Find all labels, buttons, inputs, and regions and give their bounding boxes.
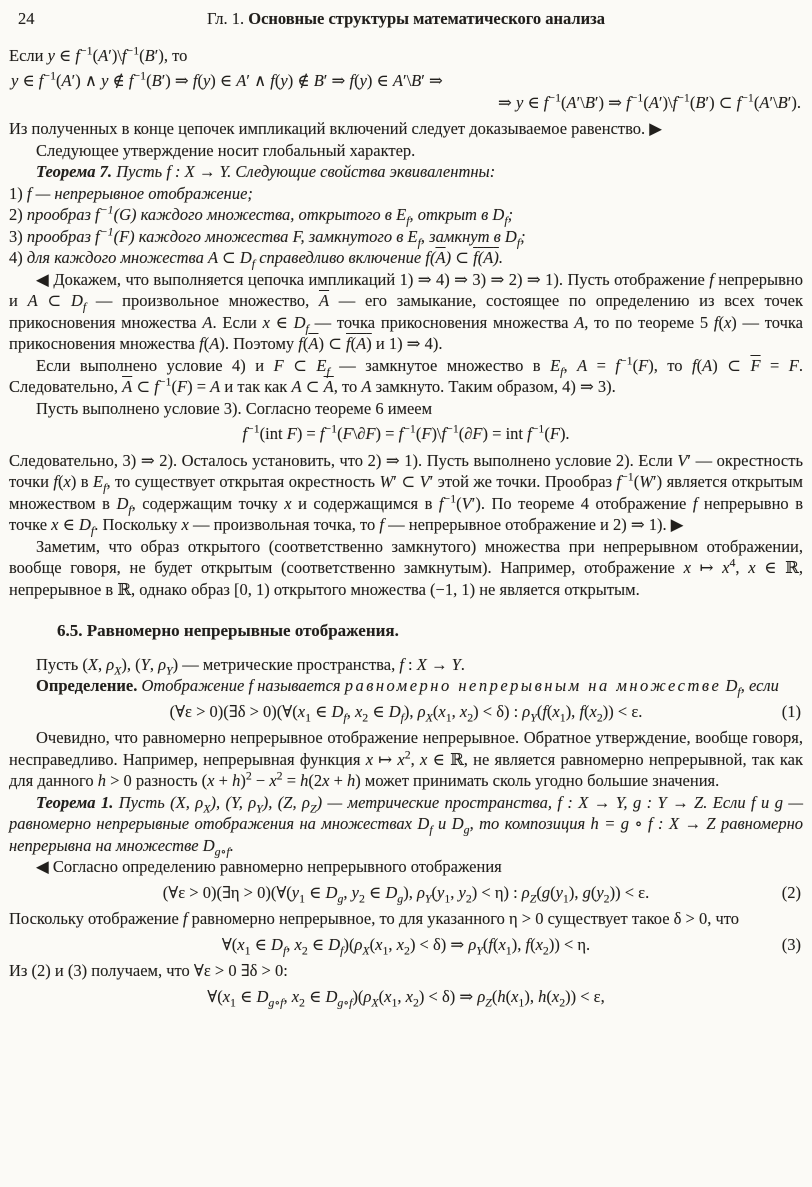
running-title — [207, 9, 605, 28]
equation-2-body: (∀ε > 0)(∃η > $0)(\forall(y_1$ ∈ $D_g$, $y_2$ ∈ $D_g$), $\rho_Y(y_1$, $y_2) < \eta$) : $\rho_Z(g(y_1)$, $g(y_2)) < \varepsilon$. — [162, 882, 650, 905]
chapter-prefix: Гл. 1. — [206, 9, 245, 28]
equation-2 — [9, 882, 803, 904]
proof-7-paragraph-1: ◀ Докажем, что выполняется цепочка импликаций 1) ⇒ 4) ⇒ 3) ⇒ 2) ⇒ 1). Пусть отображение f непрерывно и A ⊂ $D_f$ — произвольное множество, $\overline{A}$ — его замыкание, состоящее по определению из всех точек прикосновения множества A. Если x ∈ $D_f$ — точка прикосновения множества A, то по теореме 5 f(x) — точка прикосновения множества f(A). Поэтому $f(\overline{A})$ ⊂ f(A) и 1) ⇒ 4). — [9, 269, 804, 353]
equation-1-body: (∀ε > 0)(∃δ > $0)(\forall(x_1$ ∈ $D_f$, $x_2$ ∈ $D_f$), $\rho_X(x_1$, $x_2) < \delta$) : $\rho_Y(f(x_1)$, $f(x_2)) < \varepsilon$. — [169, 701, 643, 724]
proof-1-from-2-3: Из (2) и (3) получаем, что ∀ε > 0 ∃δ > 0: — [9, 961, 288, 980]
theorem-1 — [9, 792, 803, 857]
display-equation-final — [9, 986, 803, 1008]
equation-body: $f^{-1}(int$ $F) = f^{-1}(F\backslash\partial F)$ = $f^{-1}(F)\backslash f^{-1}(\partial F)$ = int $f^{-1}(F)$. — [242, 421, 570, 443]
theorem-1-label: Теорема 1. — [36, 792, 114, 812]
proof-7-paragraph-4: Следовательно, 3) ⇒ 2). Осталось установить, что 2) ⇒ 1). Пусть выполнено условие 2). Если V′ — окрестность точки f(x) в $E_f$, то существует открытая окрестность W′ ⊂ V′ этой же точки. Прообраз $f^{-1}(W')$ является открытым множеством в $D_f$, содержащим точку x и содержащимся в $f^{-1}(V')$. По теореме 4 отображение f непрерывно в точке x ∈ $D_f$. Поскольку x — произвольная точка, то f — непрерывное отображение и 2) ⇒ 1). ▶ — [9, 450, 803, 538]
proof-end-line: Из полученных в конце цепочек импликаций включений следует доказываемое равенство. ▶ — [9, 119, 662, 138]
display-equation-inclusion-chain — [9, 70, 803, 113]
equation-1 — [9, 701, 803, 723]
theorem-7-item-1: 1) f — непрерывное отображение; — [9, 183, 253, 203]
running-header — [9, 8, 803, 30]
display-equation-interior — [9, 423, 803, 445]
chapter-title: Основные структуры математического анализа — [248, 9, 606, 28]
equation-3 — [9, 934, 803, 956]
theorem-7-label: Теорема 7. — [36, 162, 113, 181]
proof-7-paragraph-2: Если выполнено условие 4) и F ⊂ $E_f$ — замкнутое множество в $E_f$, $A = f^{-1}(F)$, то f(A) ⊂ $\overline{F} = F$. Следовательно, $\overline{A}$ ⊂ $f^{-1}(F) = A$ и так как A ⊂ $\overline{A}$, то A замкнуто. Таким образом, 4) ⇒ 3). — [9, 353, 803, 396]
theorem-7 — [9, 161, 803, 183]
definition-label: Определение. — [36, 676, 138, 695]
definition — [9, 675, 803, 697]
equation-1-number: (1) — [781, 701, 801, 721]
equation-body: $\forall(x_1$ ∈ $D_{g\circ f}$, $x_2$ ∈ $D_{g\circ f})(\rho_X(x_1$, $x_2) < \delta$) ⇒ $\rho_Z(h(x_1)$, $h(x_2)) < \varepsilon$, — [207, 986, 605, 1009]
metric-spaces-line: Пусть (X, $\rho_X$), (Y, $\rho_Y$) — метрические пространства, f : X → Y. — [36, 654, 465, 677]
theorem-7-statement: Пусть f : X → Y. Следующие свойства эквивалентны: — [112, 162, 496, 181]
proof-1-between: Поскольку отображение f равномерно непрерывное, то для указанного η > 0 существует такое δ > 0, что — [9, 909, 740, 928]
equation-3-body: $\forall(x_1$ ∈ $D_f$, $x_2$ ∈ $D_f)(\rho_X(x_1$, $x_2) < \delta$) ⇒ $\rho_Y(f(x_1)$, $f(x_2)) < \eta$. — [221, 934, 591, 957]
theorem-7-item-3: 3) прообраз $f^{-1}(F)$ каждого множества F, замкнутого в $E_f$, замкнут в $D_f$; — [9, 224, 526, 249]
remark-global: Следующее утверждение носит глобальный характер. — [36, 140, 416, 160]
page-number: 24 — [18, 9, 35, 28]
remark-open-image: Заметим, что образ открытого (соответственно замкнутого) множества при непрерывном отображении, вообще говоря, не будет открытым (соответственно замкнутым). Например, отображение x ↦ $x^4$, x ∈ ℝ, непрерывное в ℝ, однако образ [0, 1) открытого множества (−1, 1) не является открытым. — [9, 536, 804, 599]
proof-7-paragraph-3: Пусть выполнено условие 3). Согласно теореме 6 имеем — [36, 398, 433, 418]
theorem-1-statement: Пусть (X, $\rho_X$), (Y, $\rho_Y$), (Z, $\rho_Z$) — метрические пространства, f : X → Y, g : Y → Z. Если f и g — равномерно непрерывные отображения на множествах $D_f$ и $D_g$, то композиция h = g ∘ f : X → Z равномерно непрерывна на множестве $D_{g\circ f}$. — [9, 792, 804, 858]
intro-line: Если y ∈ $f^{-1}(A')\backslash f^{-1}(B')$, то — [9, 43, 188, 65]
remark-uniform-continuity: Очевидно, что равномерно непрерывное отображение непрерывное. Обратное утверждение, вообще говоря, несправедливо. Например, непрерывная функция x ↦ $x^2$, x ∈ ℝ, не является равномерно непрерывной, так как для данного h > 0 разность $(x + h)^2 - x^2 = h(2x + h)$ может принимать сколь угодно большие значения. — [9, 728, 803, 790]
equation-2-number: (2) — [781, 882, 801, 902]
equation-3-number: (3) — [781, 934, 801, 954]
equation-line-1: y ∈ $f^{-1}(A')$ ∧ y ∉ $f^{-1}(B')$ ⇒ f(y) ∈ A′ ∧ f(y) ∉ B′ ⇒ f(y) ∈ A′\B′ ⇒ — [11, 68, 443, 90]
section-heading: 6.5. Равномерно непрерывные отображения. — [57, 621, 399, 640]
definition-text: Отображение f называется равномерно непрерывным на множестве $D_f$, если — [137, 676, 779, 699]
theorem-7-item-2: 2) прообраз $f^{-1}(G)$ каждого множества, открытого в $E_f$, открыт в $D_f$; — [9, 202, 514, 228]
equation-line-2: ⇒ y ∈ $f^{-1}(A'\backslash B')$ ⇒ $f^{-1}(A')\backslash f^{-1}(B')$ ⊂ $f^{-1}(A'\backslash B')$. — [498, 90, 801, 112]
proof-1-intro: ◀ Согласно определению равномерно непрерывного отображения — [36, 857, 502, 876]
theorem-7-item-4: 4) для каждого множества A ⊂ $D_f$ справедливо включение $f(\overline{A})$ ⊂ f(A). — [9, 248, 503, 271]
